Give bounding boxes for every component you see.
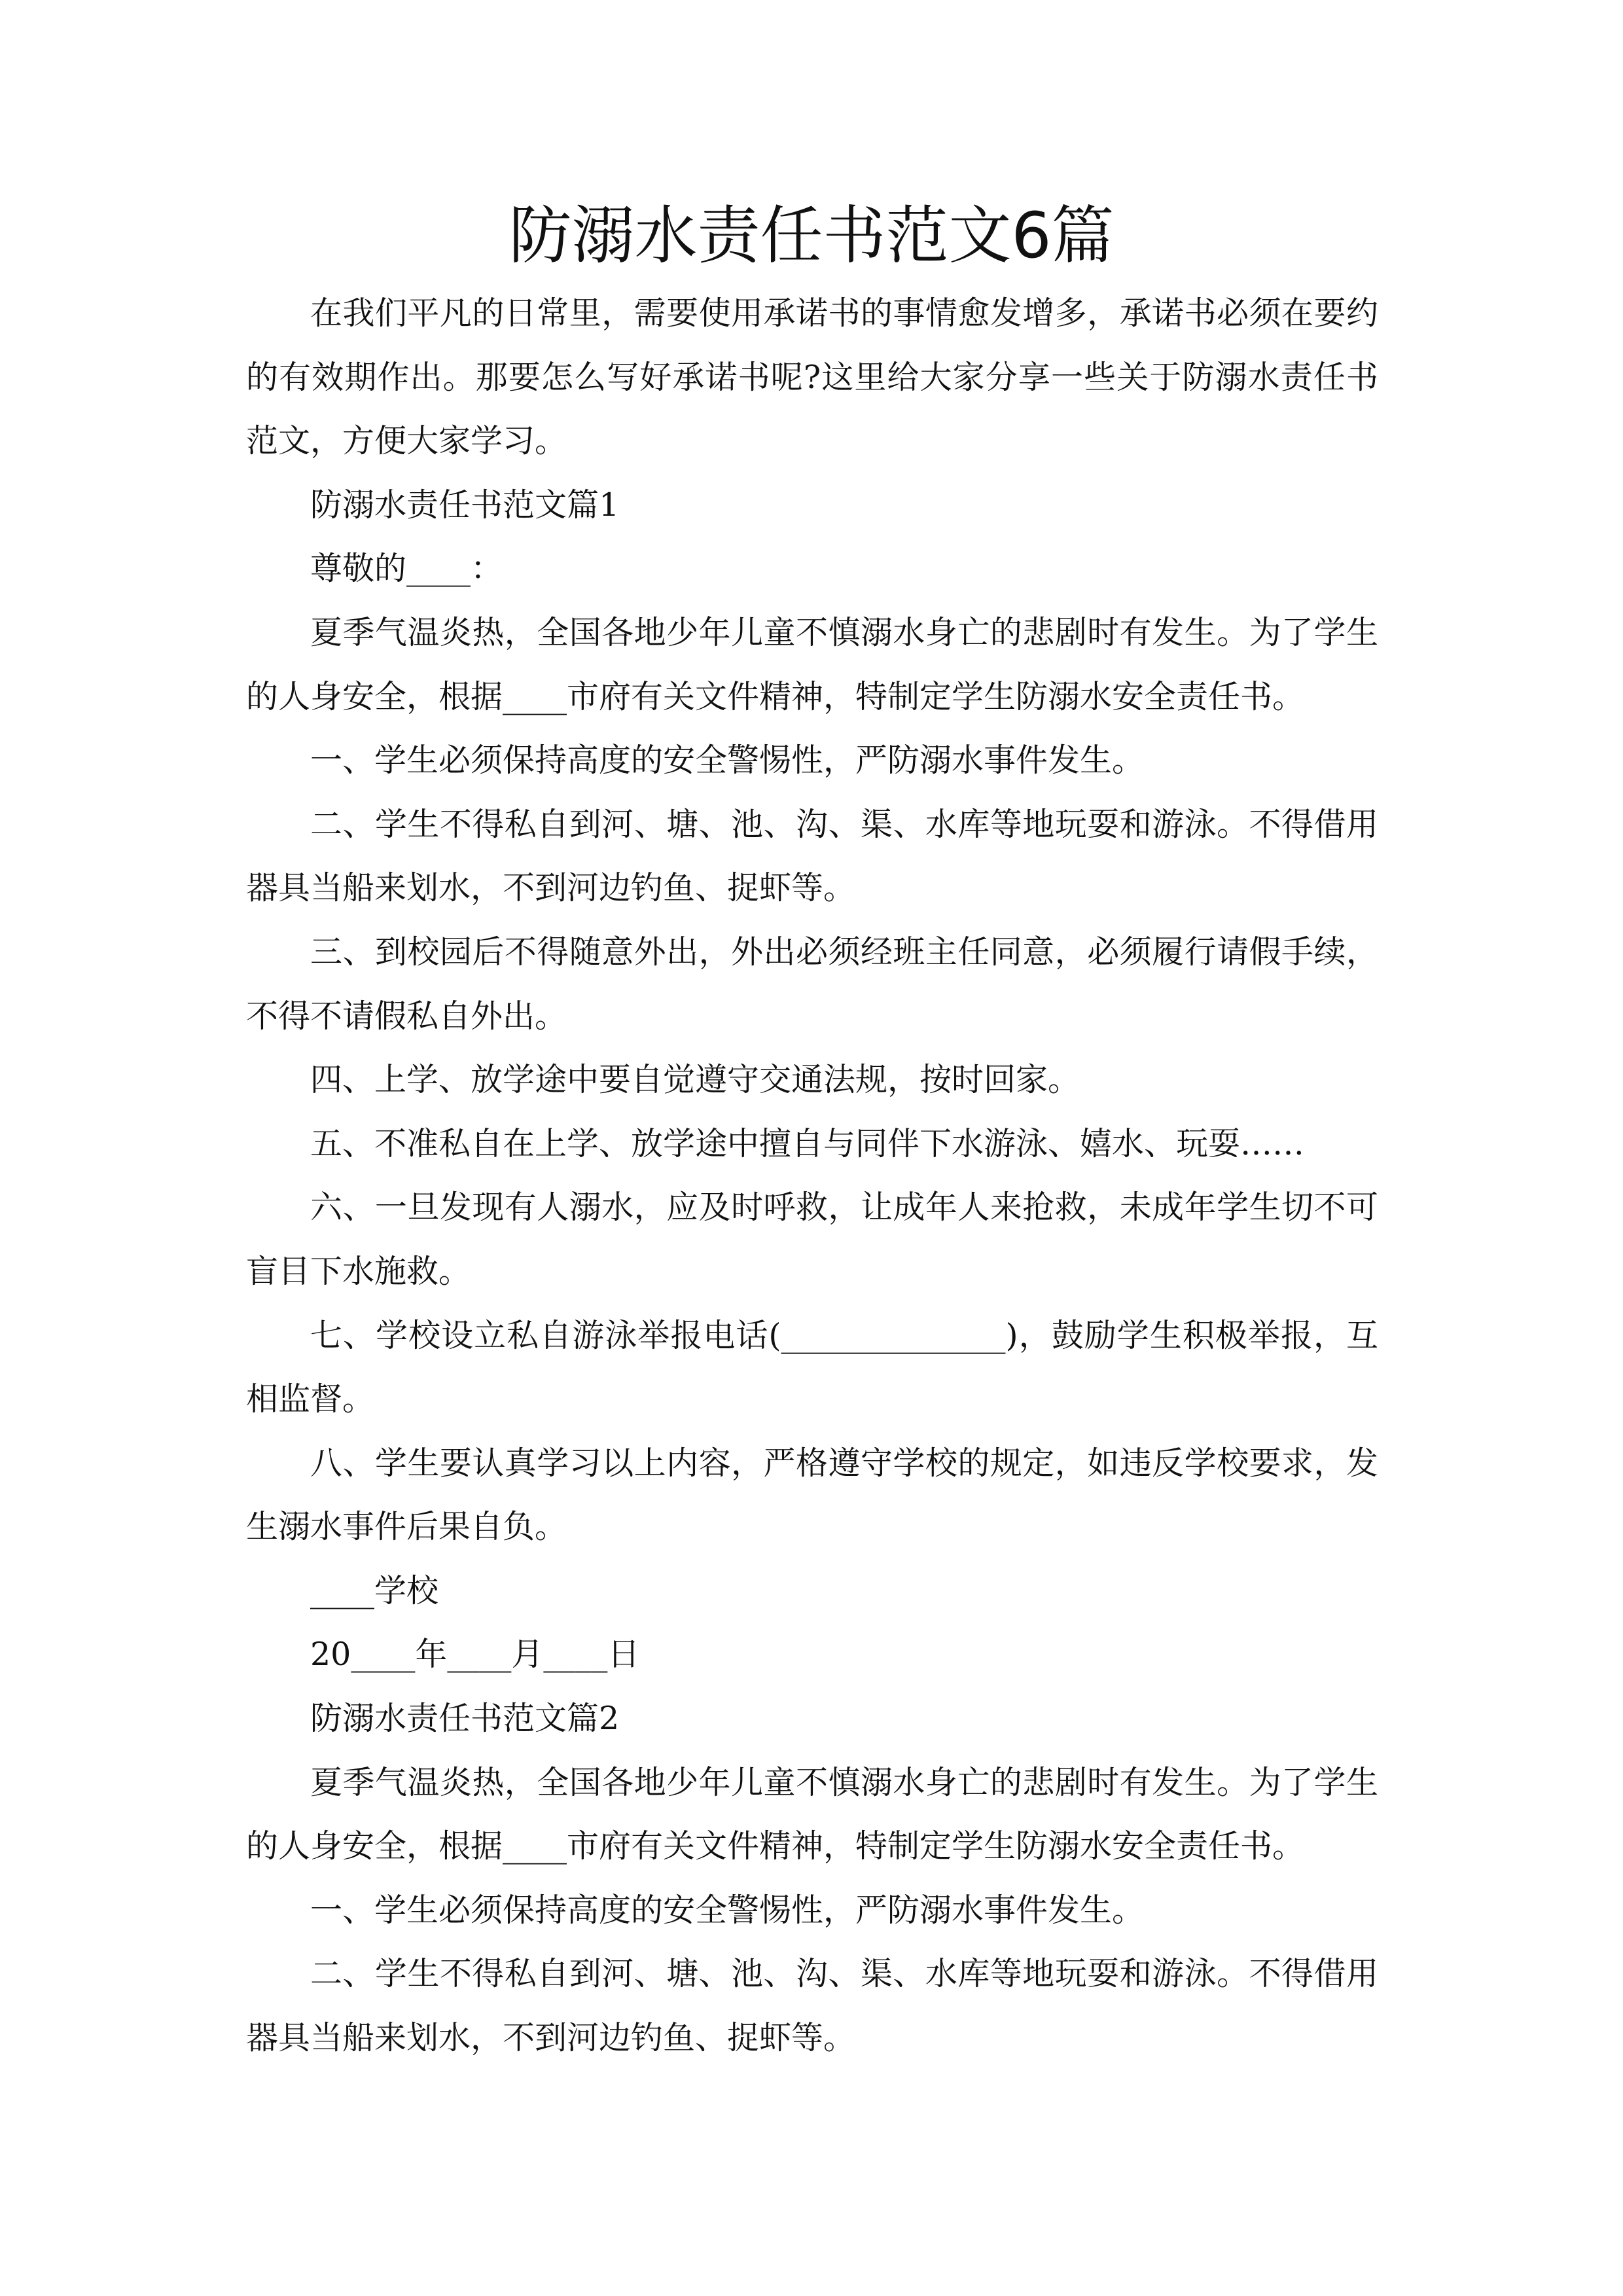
rule-item: 二、学生不得私自到河、塘、池、沟、渠、水库等地玩耍和游泳。不得借用器具当船来划水，不到河边钓鱼、捉虾等。 [246, 805, 1378, 907]
rule-item: 七、学校设立私自游泳举报电话(______________)，鼓励学生积极举报，互相监督。 [246, 1316, 1378, 1418]
salutation: 尊敬的____： [310, 550, 503, 588]
rule-item: 六、一旦发现有人溺水，应及时呼救，让成年人来抢救，未成年学生切不可盲目下水施救。 [246, 1189, 1378, 1290]
rule-item: 三、到校园后不得随意外出，外出必须经班主任同意，必须履行请假手续，不得不请假私自外出。 [246, 933, 1378, 1035]
rule-item: 一、学生必须保持高度的安全警惕性，严防溺水事件发生。 [310, 742, 1145, 780]
rule-item: 一、学生必须保持高度的安全警惕性，严防溺水事件发生。 [310, 1891, 1145, 1929]
document-body [246, 281, 1378, 2070]
section-heading: 防溺水责任书范文篇1 [310, 486, 620, 524]
signature-school: ____学校 [310, 1571, 439, 1609]
rule-item: 八、学生要认真学习以上内容，严格遵守学校的规定，如违反学校要求，发生溺水事件后果自负。 [246, 1444, 1378, 1546]
signature-date: 20____年____月____日 [310, 1636, 640, 1674]
document-title: 防溺水责任书范文6篇 [508, 199, 1115, 272]
rule-item: 五、不准私自在上学、放学途中擅自与同伴下水游泳、嬉水、玩耍…… [310, 1124, 1305, 1162]
rule-item: 二、学生不得私自到河、塘、池、沟、渠、水库等地玩耍和游泳。不得借用器具当船来划水，不到河边钓鱼、捉虾等。 [246, 1955, 1378, 2057]
intro-paragraph: 在我们平凡的日常里，需要使用承诺书的事情愈发增多，承诺书必须在要约的有效期作出。那要怎么写好承诺书呢?这里给大家分享一些关于防溺水责任书范文，方便大家学习。 [246, 295, 1378, 460]
paragraph: 夏季气温炎热，全国各地少年儿童不慎溺水身亡的悲剧时有发生。为了学生的人身安全，根据____市府有关文件精神，特制定学生防溺水安全责任书。 [246, 613, 1378, 715]
paragraph: 夏季气温炎热，全国各地少年儿童不慎溺水身亡的悲剧时有发生。为了学生的人身安全，根据____市府有关文件精神，特制定学生防溺水安全责任书。 [246, 1763, 1378, 1865]
rule-item: 四、上学、放学途中要自觉遵守交通法规，按时回家。 [310, 1061, 1080, 1099]
section-heading: 防溺水责任书范文篇2 [310, 1700, 620, 1738]
